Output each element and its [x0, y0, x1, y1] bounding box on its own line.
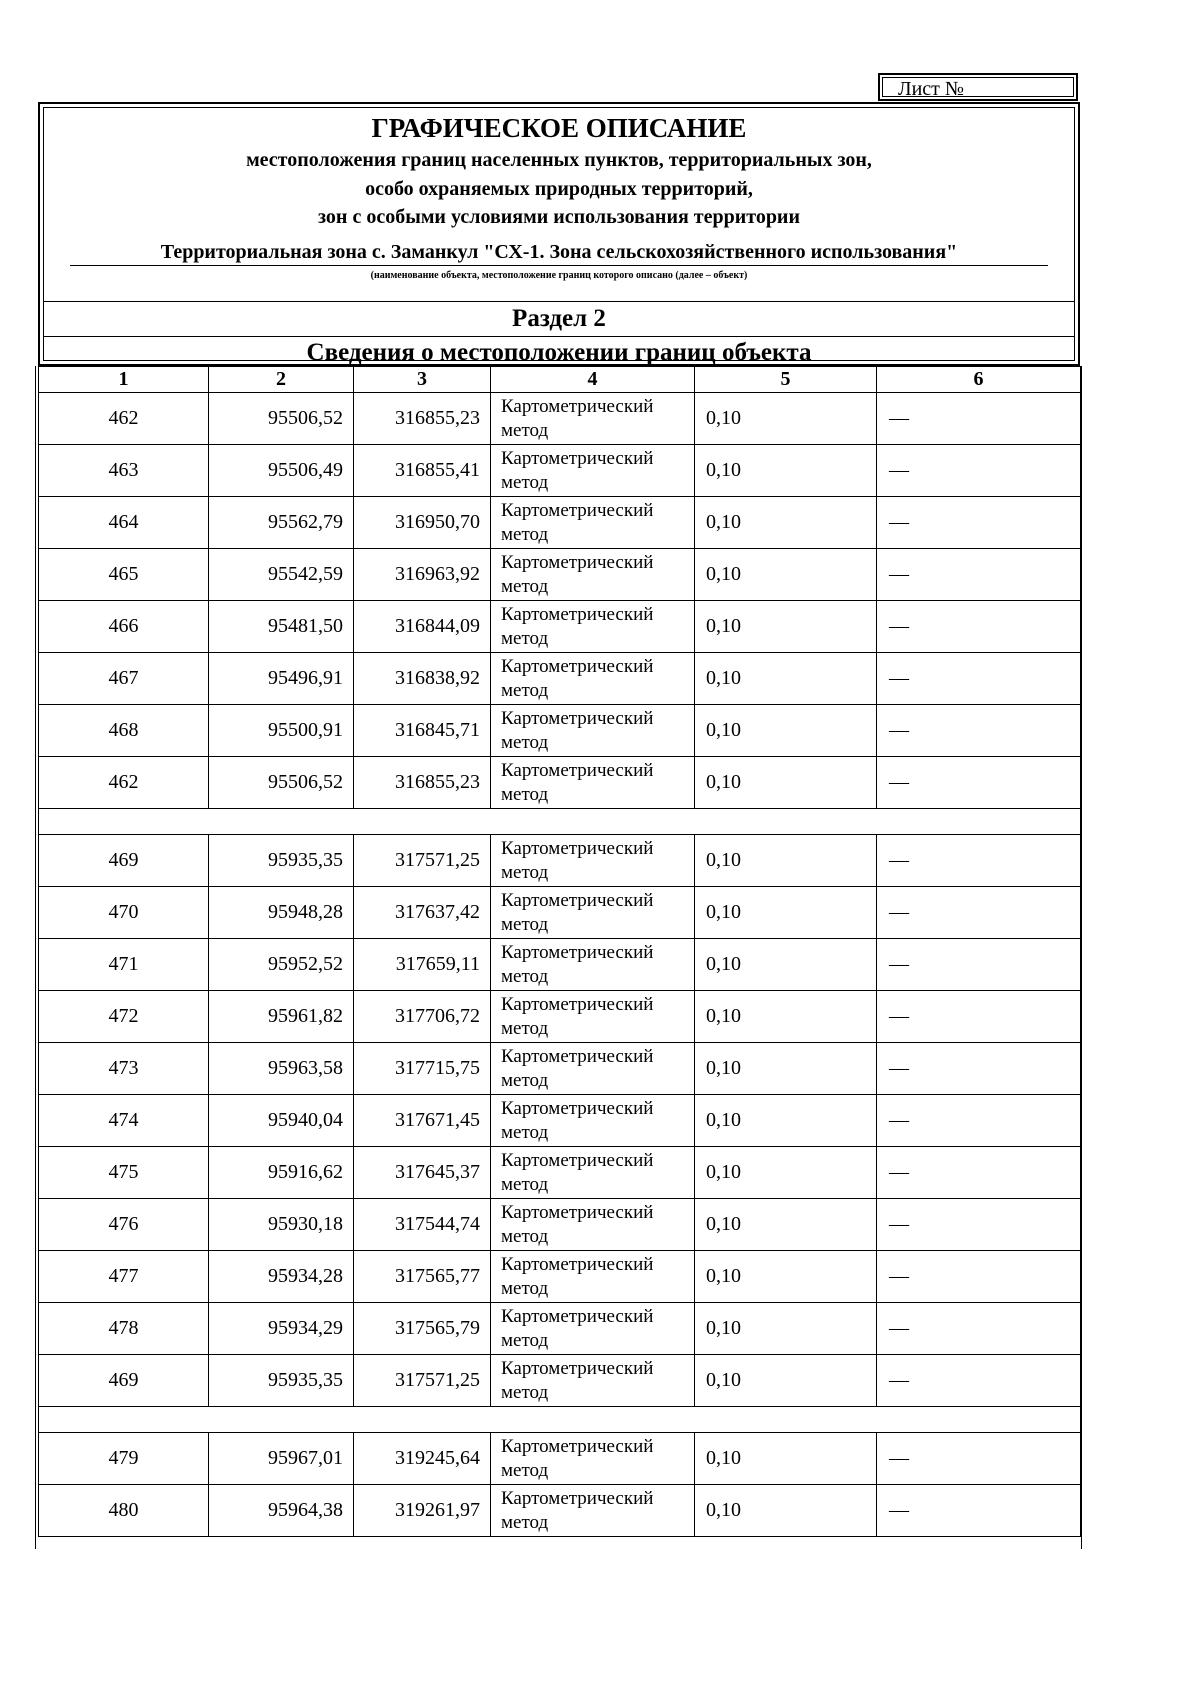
method-cell — [491, 757, 695, 809]
accuracy-cell: 0,10 — [695, 705, 877, 757]
coordinate-y-cell: 317715,75 — [354, 1043, 491, 1095]
coordinate-x-cell: 95562,79 — [209, 497, 354, 549]
description-cell: — — [877, 1199, 1081, 1251]
point-number-cell: 476 — [39, 1199, 209, 1251]
column-header: 2 — [209, 367, 354, 393]
coordinate-y-cell: 317659,11 — [354, 939, 491, 991]
method-line-2: метод — [501, 1069, 549, 1091]
group-separator-row — [39, 1407, 1081, 1433]
description-cell: — — [877, 601, 1081, 653]
table-row — [39, 991, 1081, 1043]
table-row — [39, 1095, 1081, 1147]
coordinate-x-cell: 95506,52 — [209, 393, 354, 445]
table-row — [39, 705, 1081, 757]
accuracy-cell: 0,10 — [695, 1095, 877, 1147]
accuracy-cell: 0,10 — [695, 1251, 877, 1303]
coordinate-x-cell: 95961,82 — [209, 991, 354, 1043]
table-row — [39, 393, 1081, 445]
description-cell: — — [877, 991, 1081, 1043]
description-cell: — — [877, 757, 1081, 809]
method-cell — [491, 887, 695, 939]
table-row — [39, 1355, 1081, 1407]
divider — [44, 336, 1074, 337]
coordinate-y-cell: 317571,25 — [354, 1355, 491, 1407]
point-number-cell: 475 — [39, 1147, 209, 1199]
column-header: 5 — [695, 367, 877, 393]
coordinate-x-cell: 95481,50 — [209, 601, 354, 653]
accuracy-cell: 0,10 — [695, 939, 877, 991]
table-row — [39, 1147, 1081, 1199]
section-title: Сведения о местоположении границ объекта — [306, 339, 812, 366]
point-number-cell: 469 — [39, 1355, 209, 1407]
method-cell — [491, 393, 695, 445]
method-cell — [491, 1303, 695, 1355]
point-number-cell: 472 — [39, 991, 209, 1043]
coordinate-x-cell: 95934,29 — [209, 1303, 354, 1355]
method-cell — [491, 1199, 695, 1251]
method-line-2: метод — [501, 679, 549, 701]
method-cell — [491, 939, 695, 991]
column-header: 6 — [877, 367, 1081, 393]
point-number-cell: 465 — [39, 549, 209, 601]
description-cell: — — [877, 1303, 1081, 1355]
method-cell — [491, 1147, 695, 1199]
description-cell: — — [877, 1355, 1081, 1407]
method-cell — [491, 991, 695, 1043]
coordinate-x-cell: 95948,28 — [209, 887, 354, 939]
description-cell: — — [877, 445, 1081, 497]
point-number-cell: 462 — [39, 393, 209, 445]
coordinate-y-cell: 319261,97 — [354, 1485, 491, 1537]
coordinate-x-cell: 95967,01 — [209, 1433, 354, 1485]
method-line-1: Картометрический — [501, 395, 654, 417]
method-cell — [491, 1433, 695, 1485]
method-cell — [491, 1043, 695, 1095]
method-line-2: метод — [501, 1017, 549, 1039]
coordinate-x-cell: 95963,58 — [209, 1043, 354, 1095]
accuracy-cell: 0,10 — [695, 757, 877, 809]
table-row — [39, 887, 1081, 939]
description-cell: — — [877, 705, 1081, 757]
method-line-2: метод — [501, 913, 549, 935]
table-row — [39, 1199, 1081, 1251]
method-line-2: метод — [501, 471, 549, 493]
table-row — [39, 445, 1081, 497]
divider — [44, 301, 1074, 302]
coordinate-y-cell: 316838,92 — [354, 653, 491, 705]
method-line-1: Картометрический — [501, 655, 654, 677]
point-number-cell: 464 — [39, 497, 209, 549]
table-row — [39, 497, 1081, 549]
coordinate-y-cell: 316844,09 — [354, 601, 491, 653]
coordinate-y-cell: 317571,25 — [354, 835, 491, 887]
header-frame — [38, 102, 1080, 366]
coordinate-y-cell: 316963,92 — [354, 549, 491, 601]
method-line-2: метод — [501, 1329, 549, 1351]
point-number-cell: 480 — [39, 1485, 209, 1537]
accuracy-cell: 0,10 — [695, 549, 877, 601]
method-line-1: Картометрический — [501, 1357, 654, 1379]
method-line-2: метод — [501, 523, 549, 545]
coordinate-y-cell: 316950,70 — [354, 497, 491, 549]
point-number-cell: 468 — [39, 705, 209, 757]
point-number-cell: 473 — [39, 1043, 209, 1095]
method-line-1: Картометрический — [501, 889, 654, 911]
column-header: 4 — [491, 367, 695, 393]
coordinate-x-cell: 95500,91 — [209, 705, 354, 757]
accuracy-cell: 0,10 — [695, 1199, 877, 1251]
document-title: ГРАФИЧЕСКОЕ ОПИСАНИЕ — [371, 113, 747, 143]
table-row — [39, 1303, 1081, 1355]
coordinate-y-cell: 317637,42 — [354, 887, 491, 939]
method-line-2: метод — [501, 731, 549, 753]
accuracy-cell: 0,10 — [695, 1147, 877, 1199]
separator-cell — [39, 1407, 1081, 1433]
accuracy-cell: 0,10 — [695, 1485, 877, 1537]
table-row — [39, 1485, 1081, 1537]
method-line-2: метод — [501, 965, 549, 987]
method-line-2: метод — [501, 419, 549, 441]
accuracy-cell: 0,10 — [695, 1355, 877, 1407]
column-header: 1 — [39, 367, 209, 393]
method-line-1: Картометрический — [501, 1253, 654, 1275]
subtitle-line-1: местоположения границ населенных пунктов, территориальных зон, — [246, 149, 872, 171]
subtitle-line-3: зон с особыми условиями использования территории — [318, 206, 800, 228]
coordinate-x-cell: 95934,28 — [209, 1251, 354, 1303]
accuracy-cell: 0,10 — [695, 653, 877, 705]
sheet-number-box — [878, 73, 1078, 101]
description-cell: — — [877, 835, 1081, 887]
point-number-cell: 469 — [39, 835, 209, 887]
point-number-cell: 471 — [39, 939, 209, 991]
point-number-cell: 474 — [39, 1095, 209, 1147]
coordinate-x-cell: 95506,49 — [209, 445, 354, 497]
coordinate-y-cell: 319245,64 — [354, 1433, 491, 1485]
table-row — [39, 549, 1081, 601]
method-cell — [491, 1095, 695, 1147]
coordinate-y-cell: 317565,79 — [354, 1303, 491, 1355]
method-line-1: Картометрический — [501, 1045, 654, 1067]
method-line-1: Картометрический — [501, 941, 654, 963]
accuracy-cell: 0,10 — [695, 601, 877, 653]
coordinate-y-cell: 316845,71 — [354, 705, 491, 757]
accuracy-cell: 0,10 — [695, 497, 877, 549]
description-cell: — — [877, 1485, 1081, 1537]
method-line-2: метод — [501, 1381, 549, 1403]
coordinate-x-cell: 95916,62 — [209, 1147, 354, 1199]
table-row — [39, 1251, 1081, 1303]
method-line-1: Картометрический — [501, 1435, 654, 1457]
coordinate-y-cell: 316855,23 — [354, 393, 491, 445]
method-line-1: Картометрический — [501, 1201, 654, 1223]
method-line-2: метод — [501, 861, 549, 883]
coordinate-x-cell: 95940,04 — [209, 1095, 354, 1147]
sheet-number-label: Лист № — [898, 78, 964, 100]
coordinate-x-cell: 95542,59 — [209, 549, 354, 601]
method-line-1: Картометрический — [501, 1149, 654, 1171]
separator-cell — [39, 809, 1081, 835]
description-cell: — — [877, 1433, 1081, 1485]
method-cell — [491, 835, 695, 887]
description-cell: — — [877, 1043, 1081, 1095]
zone-caption: (наименование объекта, местоположение границ которого описано (далее – объект) — [370, 270, 748, 281]
method-line-1: Картометрический — [501, 1487, 654, 1509]
description-cell: — — [877, 1251, 1081, 1303]
table-row — [39, 939, 1081, 991]
method-cell — [491, 549, 695, 601]
accuracy-cell: 0,10 — [695, 1433, 877, 1485]
method-cell — [491, 1355, 695, 1407]
method-line-2: метод — [501, 1459, 549, 1481]
accuracy-cell: 0,10 — [695, 887, 877, 939]
point-number-cell: 467 — [39, 653, 209, 705]
point-number-cell: 466 — [39, 601, 209, 653]
coordinate-x-cell: 95952,52 — [209, 939, 354, 991]
method-cell — [491, 1485, 695, 1537]
point-number-cell: 462 — [39, 757, 209, 809]
column-header: 3 — [354, 367, 491, 393]
coordinate-x-cell: 95930,18 — [209, 1199, 354, 1251]
section-number: Раздел 2 — [512, 305, 606, 332]
point-number-cell: 478 — [39, 1303, 209, 1355]
method-line-2: метод — [501, 783, 549, 805]
method-line-1: Картометрический — [501, 993, 654, 1015]
method-line-1: Картометрический — [501, 707, 654, 729]
description-cell: — — [877, 1095, 1081, 1147]
method-line-1: Картометрический — [501, 837, 654, 859]
boundary-points-table — [38, 366, 1081, 1537]
description-cell: — — [877, 887, 1081, 939]
description-cell: — — [877, 549, 1081, 601]
zone-underline — [70, 265, 1048, 266]
description-cell: — — [877, 393, 1081, 445]
method-line-2: метод — [501, 627, 549, 649]
description-cell: — — [877, 939, 1081, 991]
point-number-cell: 470 — [39, 887, 209, 939]
table-row — [39, 601, 1081, 653]
table-header-row — [39, 367, 1081, 393]
table-body — [39, 367, 1081, 1537]
point-number-cell: 463 — [39, 445, 209, 497]
accuracy-cell: 0,10 — [695, 1043, 877, 1095]
coordinate-x-cell: 95506,52 — [209, 757, 354, 809]
table-row — [39, 757, 1081, 809]
description-cell: — — [877, 1147, 1081, 1199]
coordinate-x-cell: 95964,38 — [209, 1485, 354, 1537]
coordinate-y-cell: 317645,37 — [354, 1147, 491, 1199]
coordinate-x-cell: 95496,91 — [209, 653, 354, 705]
coordinate-y-cell: 317565,77 — [354, 1251, 491, 1303]
point-number-cell: 477 — [39, 1251, 209, 1303]
zone-name: Территориальная зона с. Заманкул "СХ-1. Зона сельскохозяйственного использования" — [160, 241, 958, 263]
group-separator-row — [39, 809, 1081, 835]
accuracy-cell: 0,10 — [695, 991, 877, 1043]
method-line-2: метод — [501, 575, 549, 597]
method-line-2: метод — [501, 1511, 549, 1533]
method-cell — [491, 497, 695, 549]
subtitle-line-2: особо охраняемых природных территорий, — [365, 178, 753, 200]
method-cell — [491, 445, 695, 497]
method-line-1: Картометрический — [501, 1097, 654, 1119]
table-row — [39, 835, 1081, 887]
accuracy-cell: 0,10 — [695, 835, 877, 887]
method-line-1: Картометрический — [501, 759, 654, 781]
coordinate-y-cell: 317671,45 — [354, 1095, 491, 1147]
table-row — [39, 653, 1081, 705]
coordinate-x-cell: 95935,35 — [209, 1355, 354, 1407]
table-row — [39, 1043, 1081, 1095]
coordinate-x-cell: 95935,35 — [209, 835, 354, 887]
method-line-2: метод — [501, 1225, 549, 1247]
method-cell — [491, 601, 695, 653]
coordinate-y-cell: 316855,23 — [354, 757, 491, 809]
accuracy-cell: 0,10 — [695, 1303, 877, 1355]
table-row — [39, 1433, 1081, 1485]
method-line-2: метод — [501, 1121, 549, 1143]
method-line-1: Картометрический — [501, 447, 654, 469]
method-cell — [491, 653, 695, 705]
method-cell — [491, 1251, 695, 1303]
coordinate-y-cell: 316855,41 — [354, 445, 491, 497]
method-line-1: Картометрический — [501, 551, 654, 573]
header-frame-inner — [43, 107, 1075, 366]
method-line-1: Картометрический — [501, 603, 654, 625]
description-cell: — — [877, 497, 1081, 549]
method-line-1: Картометрический — [501, 1305, 654, 1327]
point-number-cell: 479 — [39, 1433, 209, 1485]
coordinate-y-cell: 317544,74 — [354, 1199, 491, 1251]
description-cell: — — [877, 653, 1081, 705]
accuracy-cell: 0,10 — [695, 393, 877, 445]
method-line-1: Картометрический — [501, 499, 654, 521]
accuracy-cell: 0,10 — [695, 445, 877, 497]
method-line-2: метод — [501, 1173, 549, 1195]
method-line-2: метод — [501, 1277, 549, 1299]
coordinate-y-cell: 317706,72 — [354, 991, 491, 1043]
method-cell — [491, 705, 695, 757]
